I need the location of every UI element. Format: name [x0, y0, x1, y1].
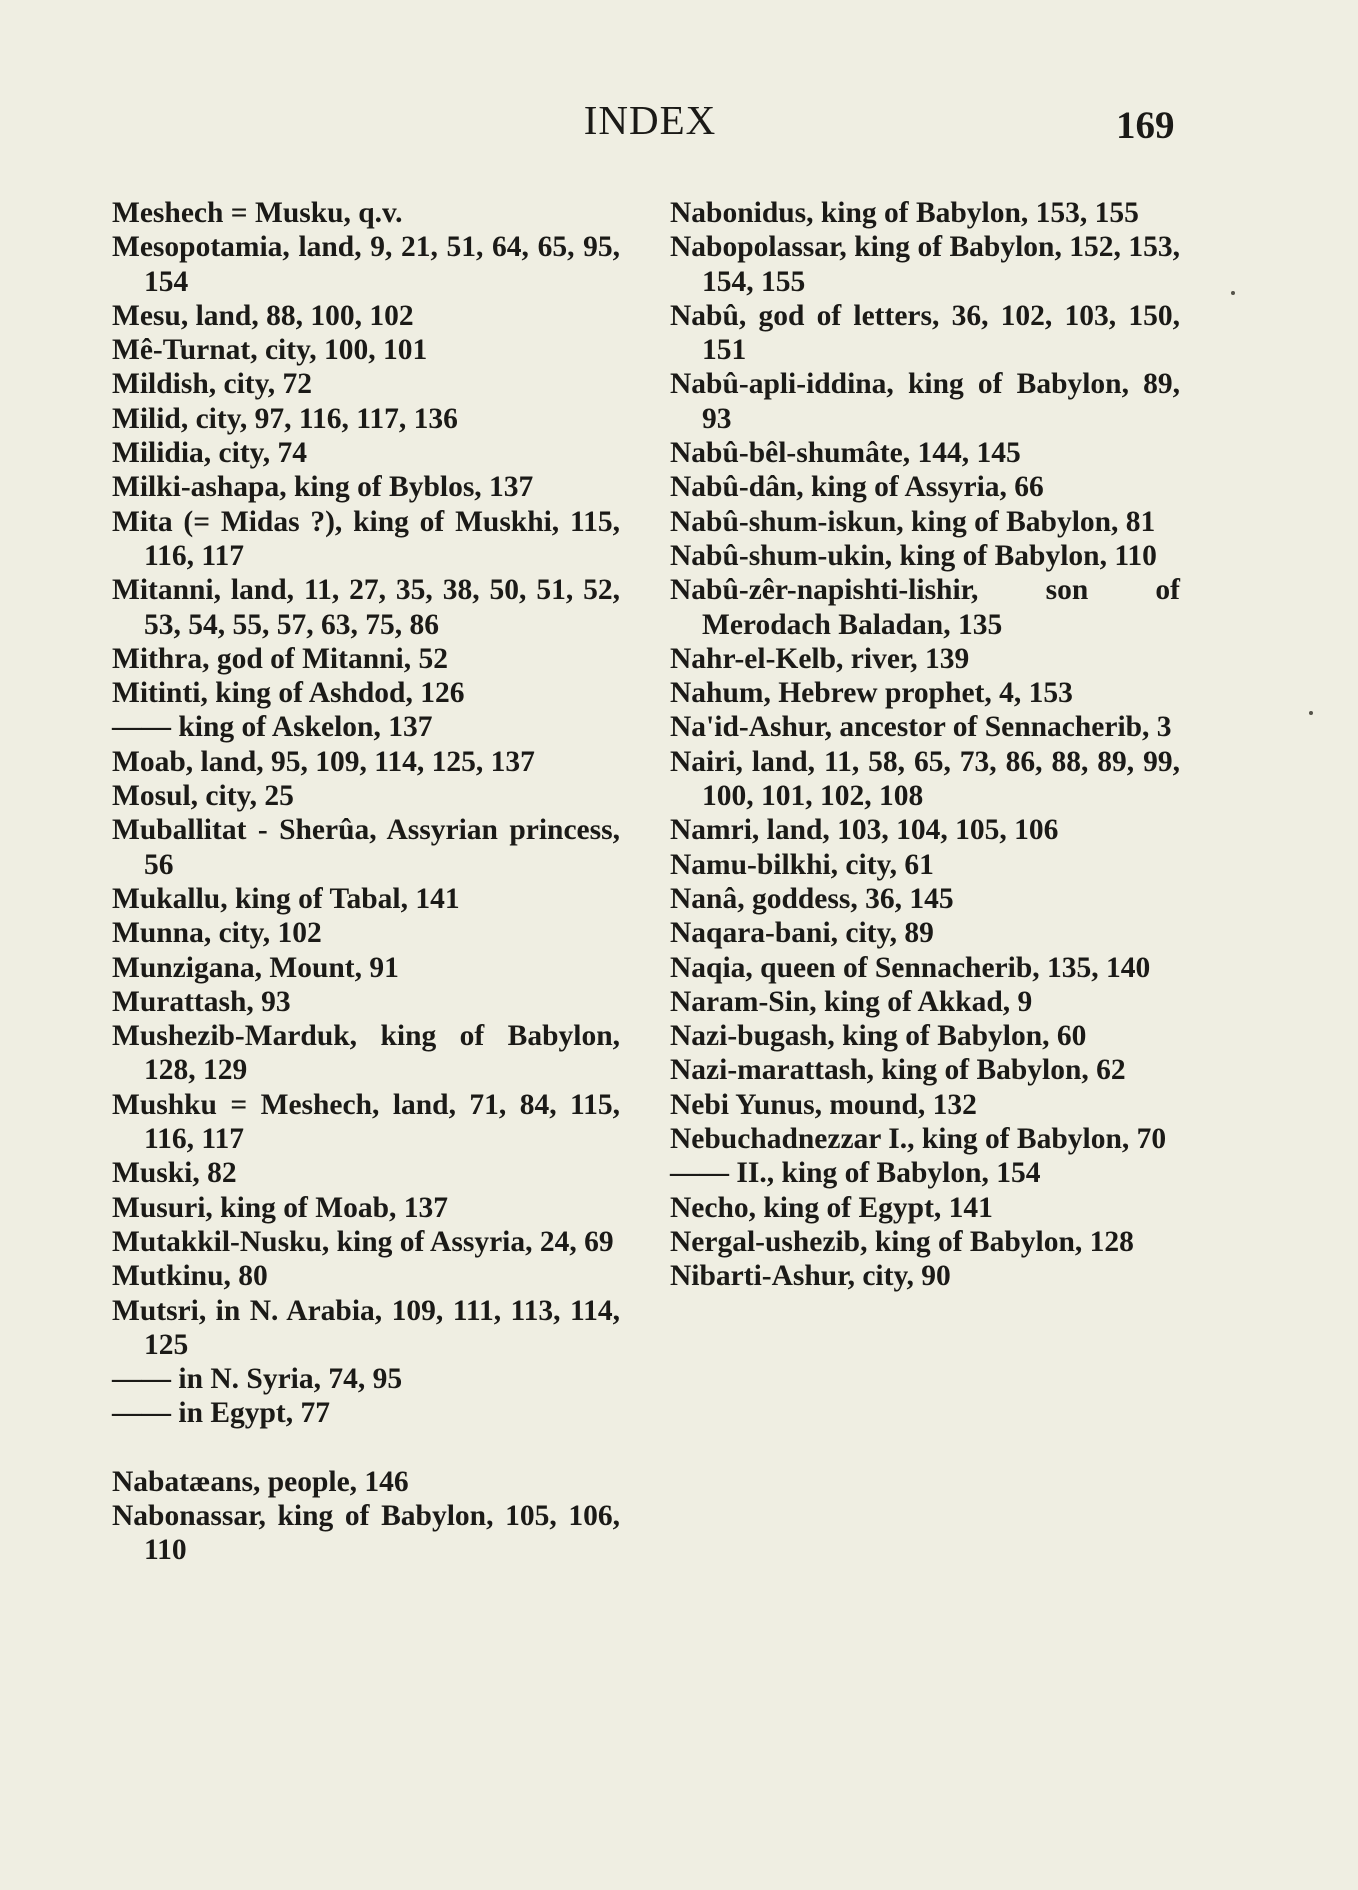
index-entry: Nabû-apli-iddina, king of Babylon, 89, 93 [670, 368, 1180, 435]
index-entry: Moab, land, 95, 109, 114, 125, 137 [112, 745, 535, 778]
index-entry: Nairi, land, 11, 58, 65, 73, 86, 88, 89, 99, 100, 101, 102, 108 [670, 745, 1180, 813]
index-entry: Namu-bilkhi, city, 61 [670, 848, 934, 881]
paper-speck [1309, 711, 1313, 715]
index-entry: Nahum, Hebrew prophet, 4, 153 [670, 677, 1073, 710]
index-entry: Nibarti-Ashur, city, 90 [670, 1260, 951, 1293]
index-entry: Nabû-shum-iskun, king of Babylon, 81 [670, 505, 1156, 538]
index-entry: Naqia, queen of Sennacherib, 135, 140 [670, 951, 1151, 984]
index-entry: Mutakkil-Nusku, king of Assyria, 24, 69 [112, 1225, 614, 1258]
index-entry: Nabû-dân, king of Assyria, 66 [670, 471, 1044, 504]
index-entry: Munna, city, 102 [112, 917, 322, 950]
index-entry: Mutkinu, 80 [112, 1260, 268, 1293]
index-entry: Nabatæans, people, 146 [112, 1465, 409, 1498]
paper-speck [1231, 291, 1235, 295]
index-entry: Nabopolassar, king of Babylon, 152, 153, 154, 155 [670, 231, 1180, 298]
index-entry: Mê-Turnat, city, 100, 101 [112, 334, 428, 367]
index-entry: Nebi Yunus, mound, 132 [670, 1088, 977, 1121]
index-entry: Meshech = Musku, q.v. [112, 197, 403, 229]
section-gap [112, 1431, 620, 1465]
index-entry: Mutsri, in N. Arabia, 109, 111, 113, 114, 125 [112, 1294, 620, 1361]
index-entry: Mitinti, king of Ashdod, 126 [112, 677, 465, 710]
index-entry: Nabû-zêr-napishti-lishir, son of Merodach Baladan, 135 [670, 574, 1180, 641]
index-entry: Murattash, 93 [112, 985, 291, 1018]
index-entry: Mesopotamia, land, 9, 21, 51, 64, 65, 95, 154 [112, 231, 620, 298]
index-entry: —— II., king of Babylon, 154 [670, 1157, 1041, 1190]
index-entry: Nahr-el-Kelb, river, 139 [670, 642, 970, 675]
index-column-left [112, 196, 620, 1568]
index-entry: —— king of Askelon, 137 [112, 711, 433, 744]
page-title: INDEX [583, 97, 717, 143]
index-entry: Mildish, city, 72 [112, 368, 312, 401]
index-entry: Nebuchadnezzar I., king of Babylon, 70 [670, 1123, 1167, 1156]
index-entry: Milidia, city, 74 [112, 437, 308, 470]
index-entry: Munzigana, Mount, 91 [112, 951, 399, 984]
index-entry: Nanâ, goddess, 36, 145 [670, 882, 954, 915]
index-entry: —— in Egypt, 77 [112, 1397, 331, 1430]
index-entry: Naqara-bani, city, 89 [670, 917, 934, 950]
index-entry: Mushezib-Marduk, king of Babylon, 128, 129 [112, 1020, 620, 1087]
index-entry: Na'id-Ashur, ancestor of Sennacherib, 3 [670, 711, 1172, 744]
index-entry: Mesu, land, 88, 100, 102 [112, 299, 414, 332]
index-entry: Nabonidus, king of Babylon, 153, 155 [670, 197, 1139, 229]
index-entry: Nergal-ushezib, king of Babylon, 128 [670, 1225, 1134, 1258]
index-entry: Nabonassar, king of Babylon, 105, 106, 110 [112, 1499, 620, 1567]
index-entry: Mushku = Meshech, land, 71, 84, 115, 116, 117 [112, 1088, 620, 1156]
index-entry: Mita (= Midas ?), king of Muskhi, 115, 116, 117 [112, 505, 620, 572]
index-entry: Nazi-bugash, king of Babylon, 60 [670, 1020, 1087, 1053]
index-entry: Necho, king of Egypt, 141 [670, 1191, 993, 1224]
index-entry: Namri, land, 103, 104, 105, 106 [670, 814, 1059, 847]
index-entry: Musuri, king of Moab, 137 [112, 1191, 449, 1224]
index-entry: —— in N. Syria, 74, 95 [112, 1363, 403, 1396]
index-column-right [670, 196, 1180, 1294]
index-entry: Mitanni, land, 11, 27, 35, 38, 50, 51, 52, 53, 54, 55, 57, 63, 75, 86 [112, 574, 620, 641]
index-entry: Milki-ashapa, king of Byblos, 137 [112, 471, 534, 504]
index-entry: Nabû, god of letters, 36, 102, 103, 150, 151 [670, 299, 1180, 367]
index-entry: Nazi-marattash, king of Babylon, 62 [670, 1054, 1126, 1087]
index-entry: Muballitat - Sherûa, Assyrian princess, 56 [112, 814, 620, 881]
index-entry: Mosul, city, 25 [112, 780, 294, 813]
index-entry: Mithra, god of Mitanni, 52 [112, 642, 448, 675]
index-entry: Milid, city, 97, 116, 117, 136 [112, 402, 458, 435]
index-entry: Mukallu, king of Tabal, 141 [112, 882, 460, 915]
index-entry: Muski, 82 [112, 1157, 237, 1190]
index-entry: Naram-Sin, king of Akkad, 9 [670, 985, 1033, 1018]
index-entry: Nabû-bêl-shumâte, 144, 145 [670, 437, 1021, 470]
index-entry: Nabû-shum-ukin, king of Babylon, 110 [670, 539, 1157, 572]
page-number: 169 [1116, 104, 1175, 147]
